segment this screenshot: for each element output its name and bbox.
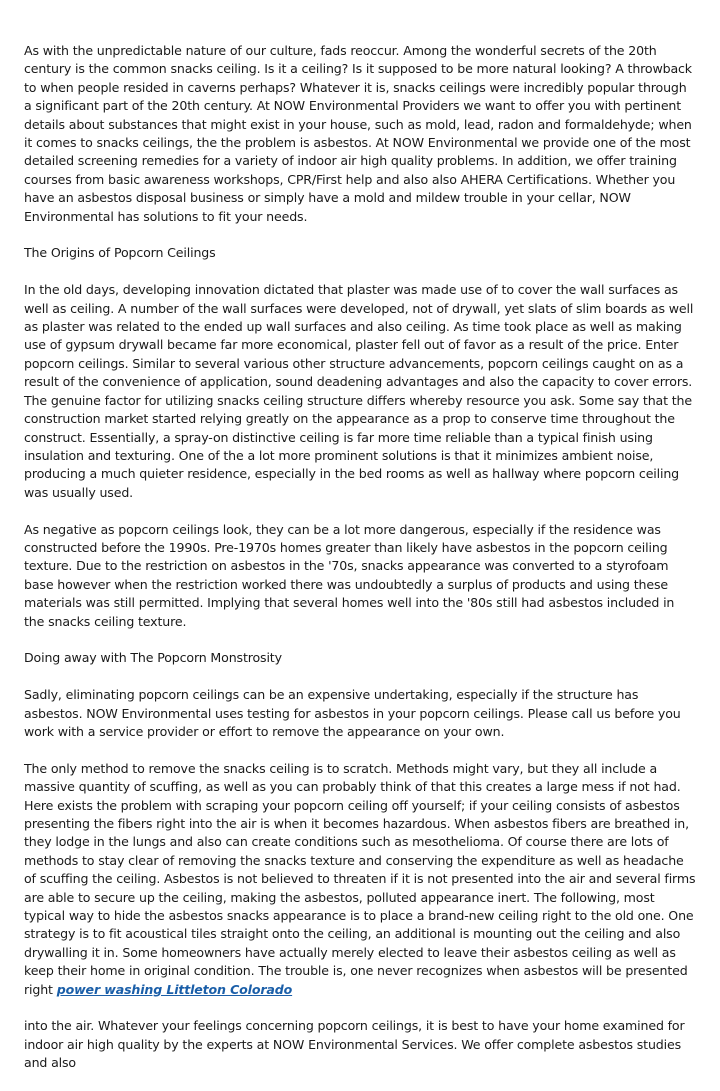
paragraph-dangers: As negative as popcorn ceilings look, they can be a lot more dangerous, especially if the residence was constructed before the 1990s. Pre-1970s homes greater than likely have asbestos in the popcorn ceiling texture. Due to the restriction on asbestos in the '70s, snacks appearance was converted to a styrofoam base however when the restriction worked there was undoubtedly a surplus of products and using these materials was still permitted. Implying that several homes well into the '80s still had asbestos included in the snacks ceiling texture. (24, 521, 675, 629)
paragraph-intro: As with the unpredictable nature of our culture, fads reoccur. Among the wonderful secrets of the 20th century is the common snacks ceiling. Is it a ceiling? Is it supposed to be more natural looking? A throwback to when people resided in caverns perhaps? Whatever it is, snacks ceilings were incredibly popular through a significant part of the 20th century. At NOW Environmental Providers we want to offer you with pertinent details about substances that might exist in your house, such as mold, lead, radon and formaldehyde; when it comes to snacks ceilings, the the problem is asbestos. At NOW Environmental we provide one of the most detailed screening remedies for a variety of indoor air high quality problems. In addition, we offer training courses from basic awareness workshops, CPR/First help and also also AHERA Certifications. Whether you have an asbestos disposal business or simply have a mold and mildew trouble in your cellar, NOW Environmental has solutions to fit your needs. (24, 43, 692, 224)
paragraph-scraping-text: The only method to remove the snacks ceiling is to scratch. Methods might vary, but they all include a massive quantity of scuffing, as well as you can probably think of that this creates a large mess if not had. Here exists the problem with scraping your popcorn ceiling off yourself; if your ceiling consists of asbestos presenting the fibers right into the air is when it becomes hazardous. When asbestos fibers are breathed in, they lodge in the lungs and also can create conditions such as mesothelioma. Of course there are lots of methods to stay clear of removing the snacks texture and conserving the expenditure as well as headache of scuffing the ceiling. Asbestos is not believed to threaten if it is not presented into the air and several firms are able to secure up the ceiling, making the asbestos, polluted appearance inert. The following, most typical way to hide the asbestos snacks appearance is to place a brand-new ceiling right to the old one. One strategy is to fit acoustical tiles straight onto the ceiling, an additional is mounting out the ceiling and also drywalling it in. Some homeowners have actually merely elected to leave their asbestos ceiling as well as keep their home in original condition. The trouble is, one never recognizes when asbestos will be presented right (24, 760, 696, 997)
power-washing-link[interactable]: power washing Littleton Colorado (56, 981, 293, 997)
section-heading-origins: The Origins of Popcorn Ceilings (24, 245, 216, 261)
paragraph-removal-cost: Sadly, eliminating popcorn ceilings can be an expensive undertaking, especially if the structure has asbestos. NOW Environmental uses testing for asbestos in your popcorn ceilings. Please call us before you work with a service provider or effort to remove the appearance on your own. (24, 687, 681, 739)
article-body (24, 42, 698, 1091)
paragraph-scraping (24, 760, 698, 999)
paragraph-origins: In the old days, developing innovation dictated that plaster was made use of to cover the wall surfaces as well as ceiling. A number of the wall surfaces were developed, not of drywall, yet slats of slim boards as well as plaster was related to the ended up wall surfaces and also ceiling. As time took place as well as making use of gypsum drywall became far more economical, plaster fell out of favor as a result of the price. Enter popcorn ceilings. Similar to several various other structure advancements, popcorn ceilings caught on as a result of the convenience of application, sound deadening advantages and also the capacity to cover errors. The genuine factor for utilizing snacks ceiling structure differs whereby resource you ask. Some say that the construction market started relying greatly on the appearance as a prop to conserve time throughout the construct. Essentially, a spray-on distinctive ceiling is far more time reliable than a typical finish using insulation and texturing. One of the a lot more prominent solutions is that it minimizes ambient noise, producing a much quieter residence, especially in the bed rooms as well as hallway where popcorn ceiling was usually used. (24, 282, 694, 500)
section-heading-removal: Doing away with The Popcorn Monstrosity (24, 650, 282, 666)
paragraph-conclusion: into the air. Whatever your feelings concerning popcorn ceilings, it is best to have your home examined for indoor air high quality by the experts at NOW Environmental Services. We offer complete asbestos studies and also (24, 1018, 685, 1071)
